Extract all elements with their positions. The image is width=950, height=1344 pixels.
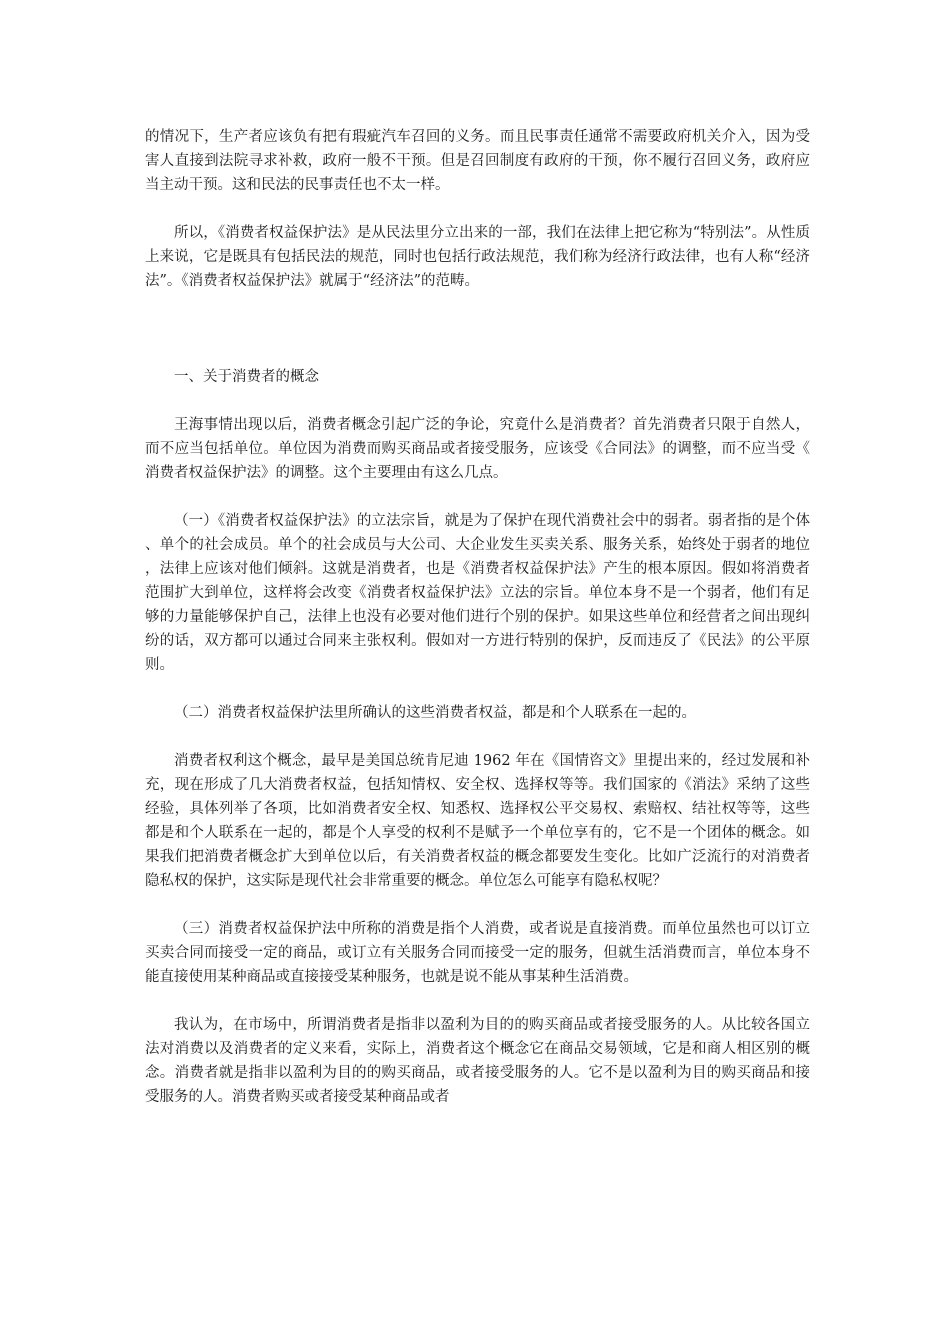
paragraph-point-two: （二）消费者权益保护法里所确认的这些消费者权益，都是和个人联系在一起的。 — [174, 705, 696, 721]
paragraph-wang-hai: 王海事情出现以后，消费者概念引起广泛的争论，究竟什么是消费者？首先消费者只限于自然人，而不应当包括单位。单位因为消费而购买商品或者接受服务，应该受《合同法》的调整，而不应当受《消费者权益保护法》的调整。这个主要理由有这么几点。 — [145, 417, 810, 481]
paragraph-continuation: 的情况下，生产者应该负有把有瑕疵汽车召回的义务。而且民事责任通常不需要政府机关介入，因为受害人直接到法院寻求补救，政府一般不干预。但是召回制度有政府的干预，你不履行召回义务，政府应当主动干预。这和民法的民事责任也不太一样。 — [145, 129, 810, 193]
paragraph-special-law: 所以，《消费者权益保护法》是从民法里分立出来的一部，我们在法律上把它称为“特别法”。从性质上来说，它是既具有包括民法的规范，同时也包括行政法规范，我们称为经济行政法律，也有人称“经济法”。《消费者权益保护法》就属于“经济法”的范畴。 — [145, 225, 810, 289]
paragraph-definition: 我认为，在市场中，所谓消费者是指非以盈利为目的的购买商品或者接受服务的人。从比较各国立法对消费以及消费者的定义来看，实际上，消费者这个概念它在商品交易领域，它是和商人相区别的概念。消费者就是指非以盈利为目的的购买商品，或者接受服务的人。它不是以盈利为目的购买商品和接受服务的人。消费者购买或者接受某种商品或者 — [145, 1017, 810, 1105]
paragraph-consumer-rights: 消费者权利这个概念，最早是美国总统肯尼迪 1962 年在《国情咨文》里提出来的，经过发展和补充，现在形成了几大消费者权益，包括知情权、安全权、选择权等等。我们国家的《消法》采纳了这些经验，具体列举了各项，比如消费者安全权、知悉权、选择权公平交易权、索赔权、结社权等等，这些都是和个人联系在一起的，都是个人享受的权利不是赋予一个单位享有的，它不是一个团体的概念。如果我们把消费者概念扩大到单位以后，有关消费者权益的概念都要发生变化。比如广泛流行的对消费者隐私权的保护，这实际是现代社会非常重要的概念。单位怎么可能享有隐私权呢？ — [145, 753, 810, 889]
paragraph-point-one: （一）《消费者权益保护法》的立法宗旨，就是为了保护在现代消费社会中的弱者。弱者指的是个体、单个的社会成员。单个的社会成员与大公司、大企业发生买卖关系、服务关系，始终处于弱者的地位，法律上应该对他们倾斜。这就是消费者，也是《消费者权益保护法》产生的根本原因。假如将消费者范围扩大到单位，这样将会改变《消费者权益保护法》立法的宗旨。单位本身不是一个弱者，他们有足够的力量能够保护自己，法律上也没有必要对他们进行个别的保护。如果这些单位和经营者之间出现纠纷的话，双方都可以通过合同来主张权利。假如对一方进行特别的保护，反而违反了《民法》的公平原则。 — [145, 513, 810, 673]
section-heading: 一、关于消费者的概念 — [174, 369, 319, 385]
document-page — [145, 125, 810, 1109]
paragraph-point-three: （三）消费者权益保护法中所称的消费是指个人消费，或者说是直接消费。而单位虽然也可以订立买卖合同而接受一定的商品，或订立有关服务合同而接受一定的服务，但就生活消费而言，单位本身不能直接使用某种商品或直接接受某种服务，也就是说不能从事某种生活消费。 — [145, 921, 810, 985]
